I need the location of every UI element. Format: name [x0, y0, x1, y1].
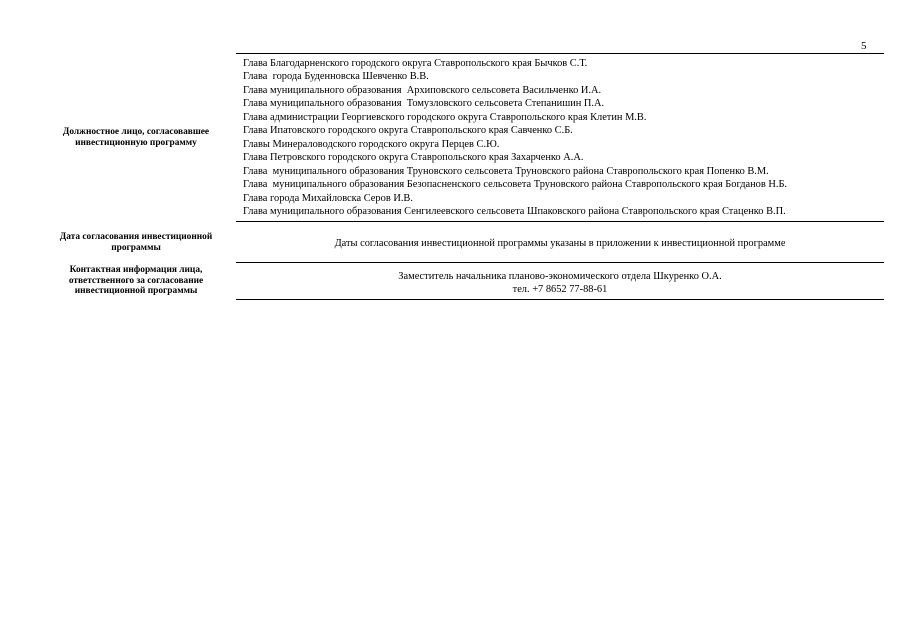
official-list-item: Глава муниципального образования Сенгилеевского сельсовета Шпаковского района Ставропольского края Стаценко В.П.	[243, 205, 786, 217]
official-list-item: Глава Благодарненского городского округа Ставропольского края Бычков С.Т.	[243, 58, 588, 69]
official-list-item: Глава муниципального образования Безопасненского сельсовета Труновского района Ставропольского края Богданов Н.Б.	[243, 179, 788, 191]
official-list-item: Глава муниципального образования Труновского сельсовета Труновского района Ставропольского края Попенко В.М.	[243, 165, 769, 177]
official-list-item: Глава муниципального образования Томузловского сельсовета Степанишин П.А.	[243, 98, 605, 110]
page-number: 5	[861, 40, 867, 52]
row-divider-2	[236, 262, 884, 263]
approval-date-value: Даты согласования инвестиционной программы указаны в приложении к инвестиционной программе	[334, 238, 786, 249]
contact-label: Контактная информация лица, ответственного за согласование инвестиционной программы	[68, 265, 204, 296]
official-list-item: Глава Петровского городского округа Ставропольского края Захарченко А.А.	[243, 152, 584, 164]
official-list-item: Глава администрации Георгиевского городского округа Ставропольского края Клетин М.В.	[243, 111, 647, 123]
officials-list	[243, 57, 787, 218]
table-bottom-rule	[236, 299, 884, 300]
officials-row-label: Должностное лицо, согласовавшее инвестиционную программу	[62, 127, 210, 148]
official-list-item: Глава Ипатовского городского округа Ставропольского края Савченко С.Б.	[243, 125, 573, 137]
official-list-item: Глава муниципального образования Архиповского сельсовета Васильченко И.А.	[243, 84, 602, 96]
approval-date-label: Дата согласования инвестиционной программы	[59, 232, 213, 253]
row-divider-1	[236, 221, 884, 222]
official-list-item: Глава города Михайловска Серов И.В.	[243, 192, 413, 204]
table-top-rule	[236, 53, 884, 54]
contact-phone: тел. +7 8652 77-88-61	[512, 284, 608, 295]
official-list-item: Глава города Буденновска Шевченко В.В.	[243, 71, 429, 83]
contact-position: Заместитель начальника планово-экономического отдела Шкуренко О.А.	[398, 271, 722, 282]
official-list-item: Главы Минераловодского городского округа Перцев С.Ю.	[243, 138, 500, 150]
